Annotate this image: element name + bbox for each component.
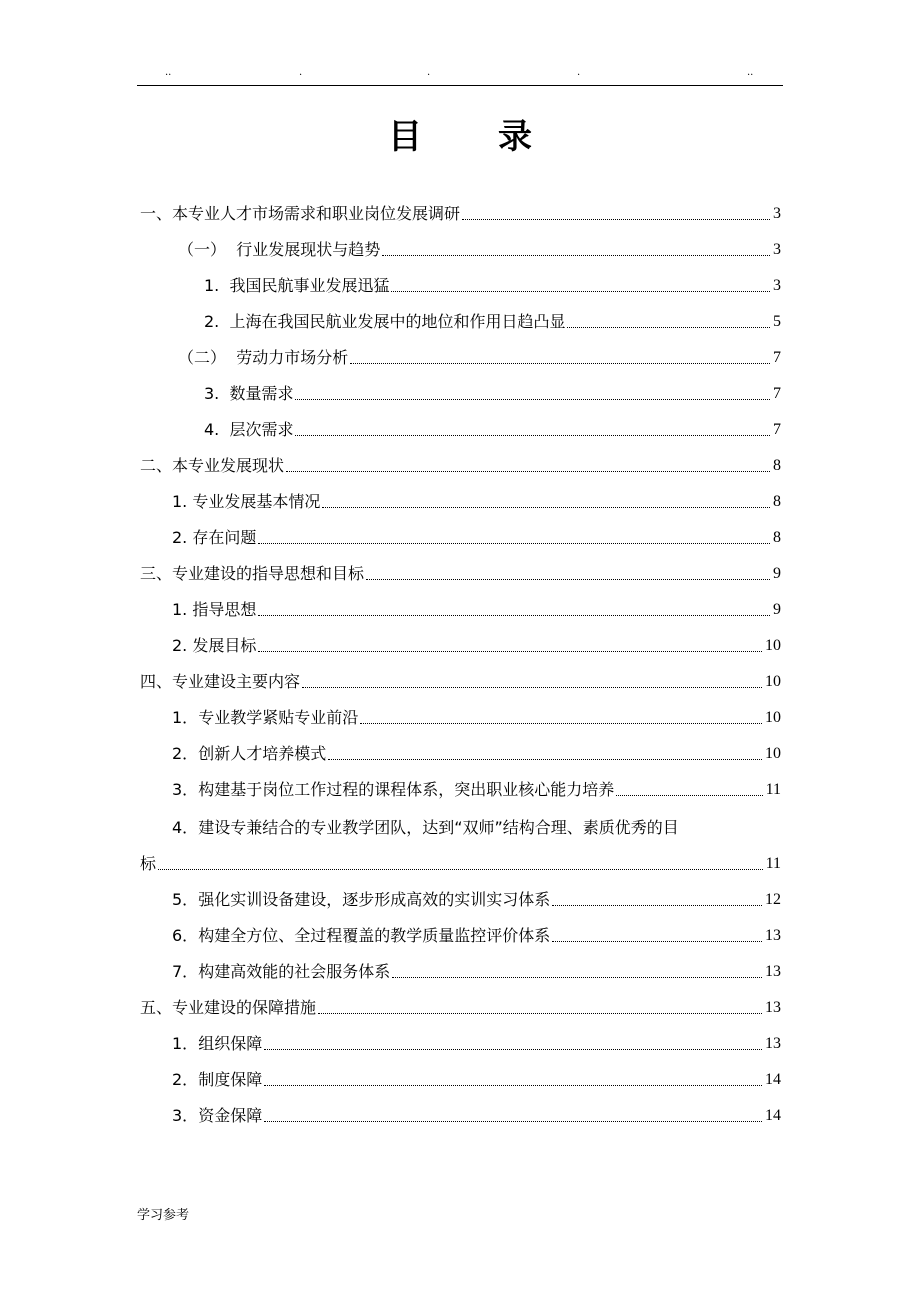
toc-page: 13 [765, 1035, 781, 1052]
toc-entry-wrapped[interactable] [140, 816, 813, 840]
toc-page: 10 [765, 745, 781, 762]
toc-entry[interactable] [140, 888, 781, 912]
toc-page: 10 [765, 673, 781, 690]
toc-leader [295, 435, 770, 436]
toc-entry[interactable] [140, 238, 781, 262]
toc-leader [360, 723, 762, 724]
toc-entry[interactable] [140, 490, 781, 514]
toc-number: 2． [172, 744, 199, 763]
toc-number: （二） [178, 348, 237, 367]
toc-leader [322, 507, 770, 508]
toc-page: 10 [765, 709, 781, 726]
toc-entry[interactable] [140, 202, 781, 226]
toc-entry[interactable] [140, 598, 781, 622]
toc-number: 1. [172, 600, 193, 619]
toc-page: 13 [765, 963, 781, 980]
toc-leader [328, 759, 762, 760]
toc-entry[interactable] [140, 996, 781, 1020]
toc-leader [318, 1013, 762, 1014]
toc-page: 14 [765, 1071, 781, 1088]
toc-page: 11 [765, 781, 781, 798]
toc-label: 组织保障 [198, 1034, 263, 1053]
toc-leader [392, 977, 762, 978]
toc-label: 建设专兼结合的专业教学团队，达到“双师”结构合理、素质优秀的目 [198, 818, 679, 837]
toc-page: 8 [773, 457, 781, 474]
toc-page: 3 [773, 241, 781, 258]
toc-label: 标 [140, 854, 157, 873]
toc-entry[interactable] [140, 274, 781, 298]
toc-page: 7 [773, 385, 781, 402]
toc-entry[interactable] [140, 346, 781, 370]
toc-entry[interactable] [140, 778, 781, 802]
toc-number: 1． [172, 1034, 199, 1053]
toc-entry[interactable] [140, 706, 781, 730]
toc-entry[interactable] [140, 562, 781, 586]
toc-page: 8 [773, 493, 781, 510]
toc-leader [391, 291, 770, 292]
toc-leader [382, 255, 770, 256]
toc-number: 4． [172, 818, 199, 837]
toc-leader [258, 651, 762, 652]
toc-entry[interactable] [140, 670, 781, 694]
toc-leader [258, 615, 770, 616]
toc-entry[interactable] [140, 634, 781, 658]
toc-entry[interactable] [140, 924, 781, 948]
toc-number: 3． [172, 1106, 199, 1125]
toc-entry[interactable] [140, 852, 781, 876]
toc-entry[interactable] [140, 310, 781, 334]
toc-leader [258, 543, 770, 544]
toc-label: 五、专业建设的保障措施 [140, 998, 317, 1017]
toc-label: 劳动力市场分析 [236, 348, 349, 367]
title-char: 录 [498, 117, 532, 157]
toc-label: 四、专业建设主要内容 [140, 672, 301, 691]
toc-page: 12 [765, 891, 781, 908]
toc-page: 3 [773, 277, 781, 294]
toc-number: 5． [172, 890, 199, 909]
toc-label: 构建全方位、全过程覆盖的教学质量监控评价体系 [198, 926, 551, 945]
toc-leader [286, 471, 770, 472]
toc-leader [462, 219, 770, 220]
toc-label: 指导思想 [192, 600, 257, 619]
toc-leader [295, 399, 770, 400]
toc-leader [567, 327, 770, 328]
toc-leader [552, 941, 762, 942]
toc-number: 2. [172, 636, 193, 655]
toc-number: 3． [172, 780, 199, 799]
toc-entry[interactable] [140, 1068, 781, 1092]
toc-label: 专业发展基本情况 [192, 492, 321, 511]
page-footer: 学习参考 [137, 1208, 190, 1223]
title-char: 目 [388, 117, 422, 157]
toc-leader [264, 1049, 762, 1050]
toc-leader [264, 1121, 762, 1122]
toc-leader [302, 687, 762, 688]
toc-page: 9 [773, 565, 781, 582]
toc-page: 3 [773, 205, 781, 222]
header-mark: . [427, 67, 431, 78]
toc-page: 14 [765, 1107, 781, 1124]
page-header [137, 60, 783, 86]
toc-page: 10 [765, 637, 781, 654]
toc-label: 三、专业建设的指导思想和目标 [140, 564, 365, 583]
toc-number: 4. [204, 420, 230, 439]
toc-number: 2. [204, 312, 230, 331]
header-mark: . [299, 67, 303, 78]
toc-page: 13 [765, 999, 781, 1016]
toc-entry[interactable] [140, 454, 781, 478]
toc-number: 3. [204, 384, 230, 403]
toc-label: 上海在我国民航业发展中的地位和作用日趋凸显 [229, 312, 566, 331]
header-mark: .. [747, 67, 754, 78]
toc-leader [366, 579, 770, 580]
toc-leader [616, 795, 762, 796]
toc-page: 13 [765, 927, 781, 944]
toc-entry[interactable] [140, 960, 781, 984]
toc-entry[interactable] [140, 382, 781, 406]
toc-number: 1． [172, 708, 199, 727]
toc-leader [158, 869, 763, 870]
toc-label: 发展目标 [192, 636, 257, 655]
toc-leader [350, 363, 770, 364]
toc-page: 9 [773, 601, 781, 618]
toc-label: 专业教学紧贴专业前沿 [198, 708, 359, 727]
toc-number: 1. [172, 492, 193, 511]
toc-label: 创新人才培养模式 [198, 744, 327, 763]
toc-entry[interactable] [140, 742, 781, 766]
toc-label: 构建高效能的社会服务体系 [198, 962, 391, 981]
toc-label: 制度保障 [198, 1070, 263, 1089]
toc-label: 行业发展现状与趋势 [236, 240, 381, 259]
toc-label: 数量需求 [229, 384, 294, 403]
header-mark: . [577, 67, 581, 78]
header-rule [137, 85, 783, 86]
toc-entry[interactable] [140, 526, 781, 550]
toc-page: 5 [773, 313, 781, 330]
toc-number: （一） [178, 240, 237, 259]
toc-label: 一、本专业人才市场需求和职业岗位发展调研 [140, 204, 461, 223]
toc-label: 资金保障 [198, 1106, 263, 1125]
toc-label: 构建基于岗位工作过程的课程体系，突出职业核心能力培养 [198, 780, 615, 799]
toc-number: 7． [172, 962, 199, 981]
toc-number: 2． [172, 1070, 199, 1089]
toc-label: 层次需求 [229, 420, 294, 439]
toc-number: 2. [172, 528, 193, 547]
toc-label: 存在问题 [192, 528, 257, 547]
toc-page: 8 [773, 529, 781, 546]
toc-label: 强化实训设备建设，逐步形成高效的实训实习体系 [198, 890, 551, 909]
toc-page: 7 [773, 421, 781, 438]
toc-entry[interactable] [140, 1032, 781, 1056]
toc-entry[interactable] [140, 1104, 781, 1128]
toc-number: 6． [172, 926, 199, 945]
toc-page: 11 [765, 855, 781, 872]
toc-entry[interactable] [140, 418, 781, 442]
header-mark: .. [165, 67, 172, 78]
toc-label: 我国民航事业发展迅猛 [229, 276, 390, 295]
toc-leader [264, 1085, 762, 1086]
page-title [0, 112, 920, 162]
toc-number: 1. [204, 276, 230, 295]
toc-label: 二、本专业发展现状 [140, 456, 285, 475]
toc-leader [552, 905, 762, 906]
toc-page: 7 [773, 349, 781, 366]
